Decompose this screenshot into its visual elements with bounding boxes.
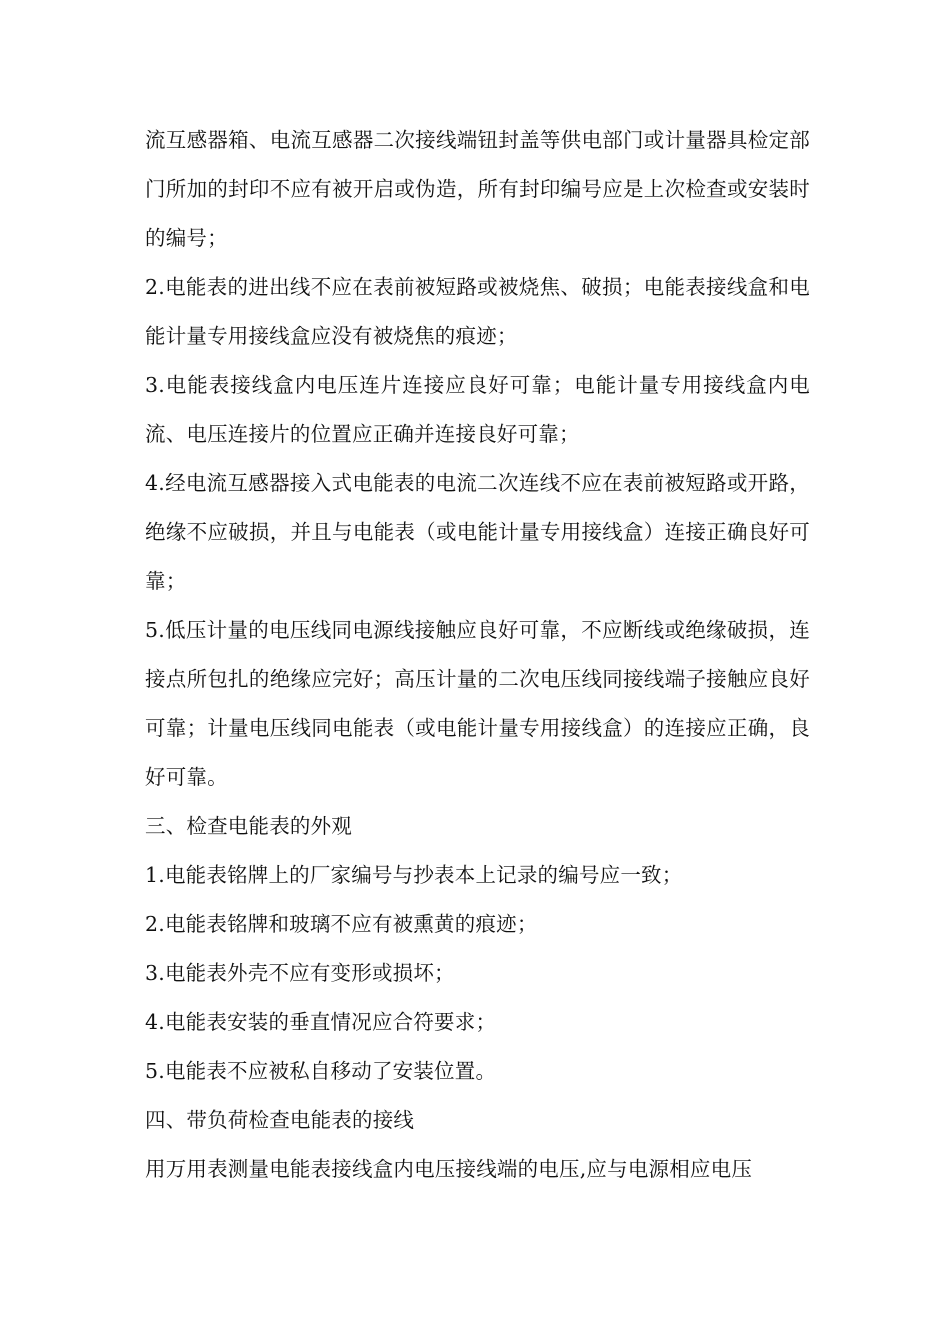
paragraph-item-2: 2.电能表的进出线不应在表前被短路或被烧焦、破损；电能表接线盒和电能计量专用接线盒应没有被烧焦的痕迹；: [145, 275, 810, 348]
paragraph-multimeter: 用万用表测量电能表接线盒内电压接线端的电压,应与电源相应电压: [145, 1157, 753, 1181]
appearance-item-2: 2.电能表铭牌和玻璃不应有被熏黄的痕迹；: [145, 912, 538, 936]
paragraph-item-3: 3.电能表接线盒内电压连片连接应良好可靠；电能计量专用接线盒内电流、电压连接片的位置应正确并连接良好可靠；: [145, 373, 810, 446]
section-heading-appearance: 三、检查电能表的外观: [145, 814, 352, 838]
section-heading-load-wiring: 四、带负荷检查电能表的接线: [145, 1108, 415, 1132]
paragraph-item-4: 4.经电流互感器接入式电能表的电流二次连线不应在表前被短路或开路，绝缘不应破损，并且与电能表（或电能计量专用接线盒）连接正确良好可靠；: [145, 471, 810, 593]
appearance-item-1: 1.电能表铭牌上的厂家编号与抄表本上记录的编号应一致；: [145, 863, 683, 887]
appearance-item-5: 5.电能表不应被私自移动了安装位置。: [145, 1059, 497, 1083]
document-body: [145, 116, 810, 1194]
appearance-item-3: 3.电能表外壳不应有变形或损坏；: [145, 961, 455, 985]
paragraph-item-5: 5.低压计量的电压线同电源线接触应良好可靠，不应断线或绝缘破损，连接点所包扎的绝缘应完好；高压计量的二次电压线同接线端子接触应良好可靠；计量电压线同电能表（或电能计量专用接线盒）的连接应正确，良好可靠。: [145, 618, 810, 789]
paragraph-seal-check: 流互感器箱、电流互感器二次接线端钮封盖等供电部门或计量器具检定部门所加的封印不应有被开启或伪造，所有封印编号应是上次检查或安装时的编号；: [145, 128, 810, 250]
appearance-item-4: 4.电能表安装的垂直情况应合符要求；: [145, 1010, 497, 1034]
